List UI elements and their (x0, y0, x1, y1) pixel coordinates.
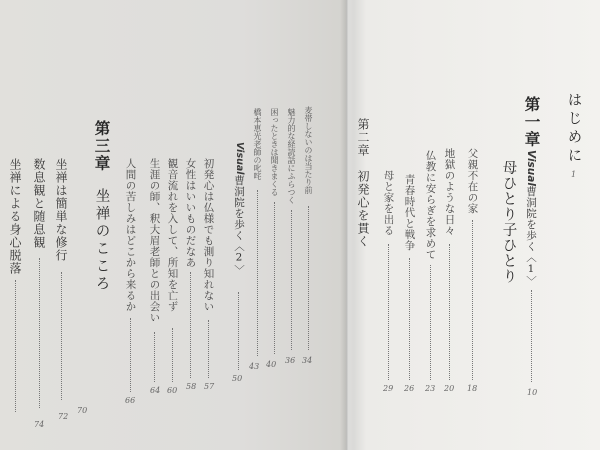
leader-dots (291, 210, 292, 350)
chapter-1-visual-page: 10 (527, 388, 538, 397)
visual-entry-text: 曹洞院を歩く〈1〉 (525, 185, 537, 287)
toc-entry: 初発心は仏様でも測り知れない (202, 158, 215, 312)
toc-entry: 人間の苦しみはどこから来るか (124, 158, 137, 312)
toc-entry: 坐禅による身心脱落 (8, 158, 22, 275)
visual-entry-text: 曹洞院を歩く〈2〉 (233, 174, 245, 276)
leader-dots (61, 272, 62, 400)
chapter-1-label: 第一章 (522, 96, 542, 149)
chapter-1-title: 母ひとり子ひとり (500, 160, 517, 284)
toc-page-number: 18 (467, 384, 478, 393)
chapter-2-visual-page: 50 (232, 374, 243, 383)
leader-dots (430, 265, 431, 380)
toc-entry: 観音流れを入して、所知を亡ず (166, 158, 179, 312)
leader-dots (154, 332, 155, 382)
leader-dots (238, 292, 239, 370)
toc-page-number: 66 (125, 396, 136, 405)
visual-tag: Visual (234, 142, 245, 175)
toc-entry: 坐禅は簡単な修行 (54, 158, 68, 262)
toc-entry: 地獄のような日々 (443, 148, 456, 236)
toc-entry: 母と家を出る (382, 170, 395, 236)
toc-page-number: 34 (302, 356, 313, 365)
toc-entry: 橋本恵光老師の叱咤 (253, 108, 262, 180)
toc-page-number: 60 (167, 386, 178, 395)
toc-page-number: 57 (204, 382, 215, 391)
leader-dots (388, 244, 389, 380)
chapter-3-title: 坐禅のこころ (93, 188, 110, 293)
leader-dots (308, 206, 309, 350)
toc-page-number: 70 (77, 406, 88, 415)
chapter-3-label: 第三章 (92, 120, 112, 173)
intro-page-number: 1 (571, 170, 577, 179)
toc-page-number: 40 (266, 360, 277, 369)
leader-dots (208, 320, 209, 378)
leader-dots (449, 244, 450, 380)
toc-entry: 父親不在の家 (466, 148, 479, 214)
leader-dots (190, 272, 191, 378)
toc-entry: 魅力的な経読話にふらつく (287, 108, 296, 204)
leader-dots (531, 290, 532, 382)
toc-entry: 生涯の師、釈大眉老師との出会い (148, 158, 161, 323)
toc-page-number: 74 (34, 420, 45, 429)
toc-entry: 仏教に安らぎを求めて (424, 150, 437, 260)
toc-page-number: 20 (444, 384, 455, 393)
leader-dots (130, 318, 131, 392)
toc-page-number: 36 (285, 356, 296, 365)
toc-page-number: 29 (383, 384, 394, 393)
visual-tag: Visual (525, 150, 537, 186)
leader-dots (472, 220, 473, 380)
leader-dots (409, 258, 410, 380)
toc-page-number: 72 (58, 412, 69, 421)
toc-page-number: 64 (150, 386, 161, 395)
intro-title: はじめに (565, 92, 582, 166)
chapter-2-label: 第二章 (356, 118, 370, 157)
toc-entry: 困ったときは聞きまくる (270, 108, 279, 196)
leader-dots (274, 202, 275, 354)
leader-dots (15, 280, 16, 412)
toc-entry: 女性はいいものだなあ (184, 158, 197, 268)
toc-entry: 麦帯しないのは当たり前 (304, 106, 313, 194)
toc-entry: 青春時代と戦争 (403, 174, 416, 251)
toc-page-number: 58 (186, 382, 197, 391)
chapter-2-visual-entry (232, 142, 247, 275)
leader-dots (257, 190, 258, 356)
leader-dots (172, 328, 173, 382)
toc-page-number: 43 (249, 362, 260, 371)
chapter-2-title: 初発心を貫く (356, 170, 370, 248)
leader-dots (39, 258, 40, 408)
toc-page-number: 23 (425, 384, 436, 393)
toc-page-number: 26 (404, 384, 415, 393)
book-gutter (340, 0, 354, 450)
toc-entry: 数息観と随息観 (32, 158, 46, 249)
chapter-1-visual-entry (524, 150, 539, 286)
